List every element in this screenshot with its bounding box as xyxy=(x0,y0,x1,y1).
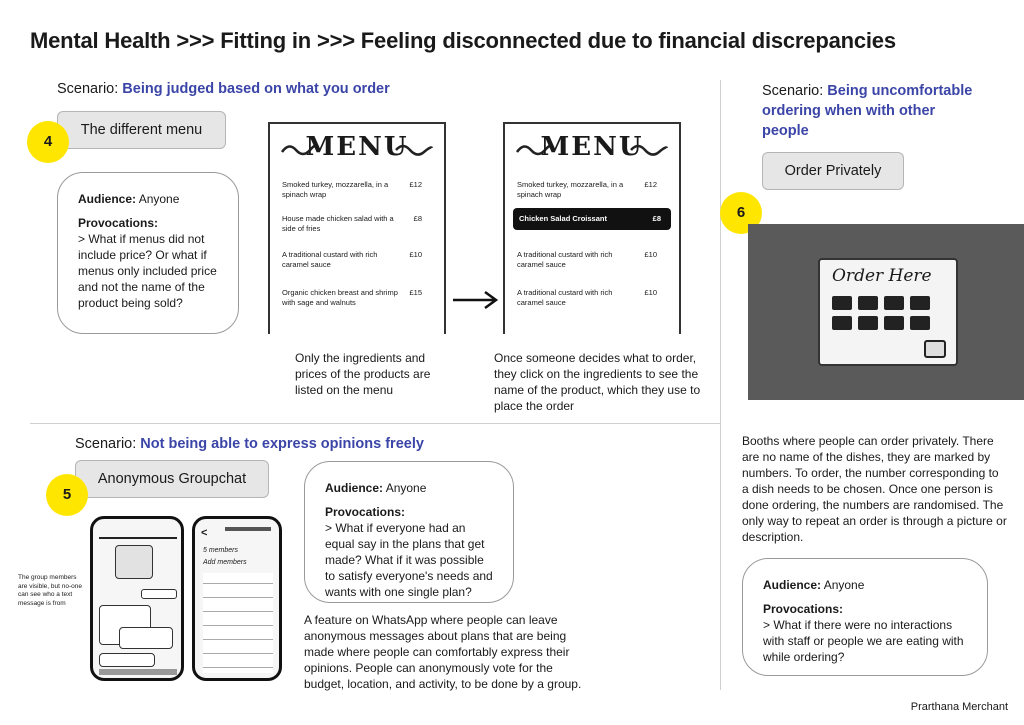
groupchat-description: A feature on WhatsApp where people can leave anonymous messages about plans that are being made where people can comfortably express their opinions. People can anonymously vote for the budget, location, and activity, to be done by a group. xyxy=(304,613,582,691)
provocations-text: > What if everyone had an equal say in the plans that get made? What if it was possible to satisfy everyone's needs and wants with one single plan? xyxy=(325,521,493,599)
menu-item: House made chicken salad with a side of fries £8 xyxy=(282,214,422,233)
scenario-title: Being judged based on what you order xyxy=(122,81,390,97)
audience-card-groupchat xyxy=(304,461,514,603)
menu-item: A traditional custard with rich caramel sauce £10 xyxy=(517,288,657,307)
scenario-title: Being uncomfortable ordering when with other people xyxy=(762,83,973,139)
phone-sketch-chat xyxy=(90,516,184,681)
menu-caption-2: Once someone decides what to order, they click on the ingredients to see the name of the product, which they use to place the order xyxy=(494,351,701,413)
scenario-heading-groupchat xyxy=(75,436,424,452)
provocations-text: > What if there were no interactions with staff or people we are eating with while ordering? xyxy=(763,618,964,664)
audience-label: Audience: xyxy=(763,578,822,592)
squiggle-icon xyxy=(394,142,434,158)
page-title: Mental Health >>> Fitting in >>> Feeling disconnected due to financial discrepancies xyxy=(30,28,896,53)
dish-key[interactable] xyxy=(832,316,852,330)
step-badge-6: 6 xyxy=(720,192,762,234)
author-credit: Prarthana Merchant xyxy=(910,701,1008,713)
menu-sketch-names xyxy=(503,122,681,334)
booth-sketch xyxy=(748,224,1024,400)
arrow-right-icon xyxy=(451,290,499,310)
menu-item: Smoked turkey, mozzarella, in a spinach wrap £12 xyxy=(517,180,657,199)
scenario-label: Scenario: xyxy=(762,83,824,99)
horizontal-divider xyxy=(30,423,720,424)
add-members-link[interactable]: Add members xyxy=(203,559,247,566)
squiggle-icon xyxy=(629,142,669,158)
scenario-label: Scenario: xyxy=(75,436,137,452)
menu-sketch-prices xyxy=(268,122,446,334)
audience-value: Anyone xyxy=(823,578,865,592)
side-note: The group members are visible, but no-one can see who a text message is from xyxy=(18,574,82,607)
scenario-heading-menu xyxy=(57,81,390,97)
dish-key[interactable] xyxy=(884,296,904,310)
menu-item: Organic chicken breast and shrimp with sage and walnuts £15 xyxy=(282,288,422,307)
back-icon: < xyxy=(201,527,208,539)
audience-value: Anyone xyxy=(138,192,180,206)
vertical-divider xyxy=(720,80,721,690)
scenario-title: Not being able to express opinions freely xyxy=(140,436,424,452)
menu-title: MENU xyxy=(305,132,409,162)
concept-pill-order-privately: Order Privately xyxy=(762,152,904,190)
provocations-label: Provocations: xyxy=(325,505,406,519)
menu-caption-1: Only the ingredients and prices of the products are listed on the menu xyxy=(295,351,431,397)
booth-description: Booths where people can order privately. There are no name of the dishes, they are marked by numbers. To order, the number corresponding to a dish needs to be chosen. Once one person is done ordering, the numbers are randomised. The only way to repeat an order is through a picture or description. xyxy=(742,434,1007,544)
card-reader-icon xyxy=(924,340,946,358)
dish-key[interactable] xyxy=(910,316,930,330)
dish-key[interactable] xyxy=(858,296,878,310)
step-badge-4: 4 xyxy=(27,121,69,163)
audience-label: Audience: xyxy=(78,192,137,206)
menu-item: Smoked turkey, mozzarella, in a spinach wrap £12 xyxy=(282,180,422,199)
provocations-label: Provocations: xyxy=(78,216,159,230)
phone-sketch-members xyxy=(192,516,282,681)
concept-pill-different-menu: The different menu xyxy=(57,111,226,149)
menu-item-selected[interactable]: Chicken Salad Croissant £8 xyxy=(513,208,671,230)
scenario-label: Scenario: xyxy=(57,81,119,97)
provocations-text: > What if menus did not include price? Or what if menus only included price and not the name of the product being sold? xyxy=(78,232,217,310)
audience-card-private xyxy=(742,558,988,676)
audience-label: Audience: xyxy=(325,481,384,495)
order-screen xyxy=(818,258,958,366)
dish-key[interactable] xyxy=(832,296,852,310)
provocations-label: Provocations: xyxy=(763,602,844,616)
audience-value: Anyone xyxy=(385,481,427,495)
concept-pill-anonymous-groupchat: Anonymous Groupchat xyxy=(75,460,269,498)
scenario-heading-private xyxy=(762,81,977,141)
dish-key[interactable] xyxy=(910,296,930,310)
dish-key[interactable] xyxy=(858,316,878,330)
menu-title: MENU xyxy=(540,132,644,162)
booth-label: Order Here xyxy=(832,266,932,286)
step-badge-5: 5 xyxy=(46,474,88,516)
menu-item: A traditional custard with rich caramel sauce £10 xyxy=(517,250,657,269)
menu-item: A traditional custard with rich caramel sauce £10 xyxy=(282,250,422,269)
dish-key[interactable] xyxy=(884,316,904,330)
audience-card-menu xyxy=(57,172,239,334)
members-count: 5 members xyxy=(203,547,239,554)
